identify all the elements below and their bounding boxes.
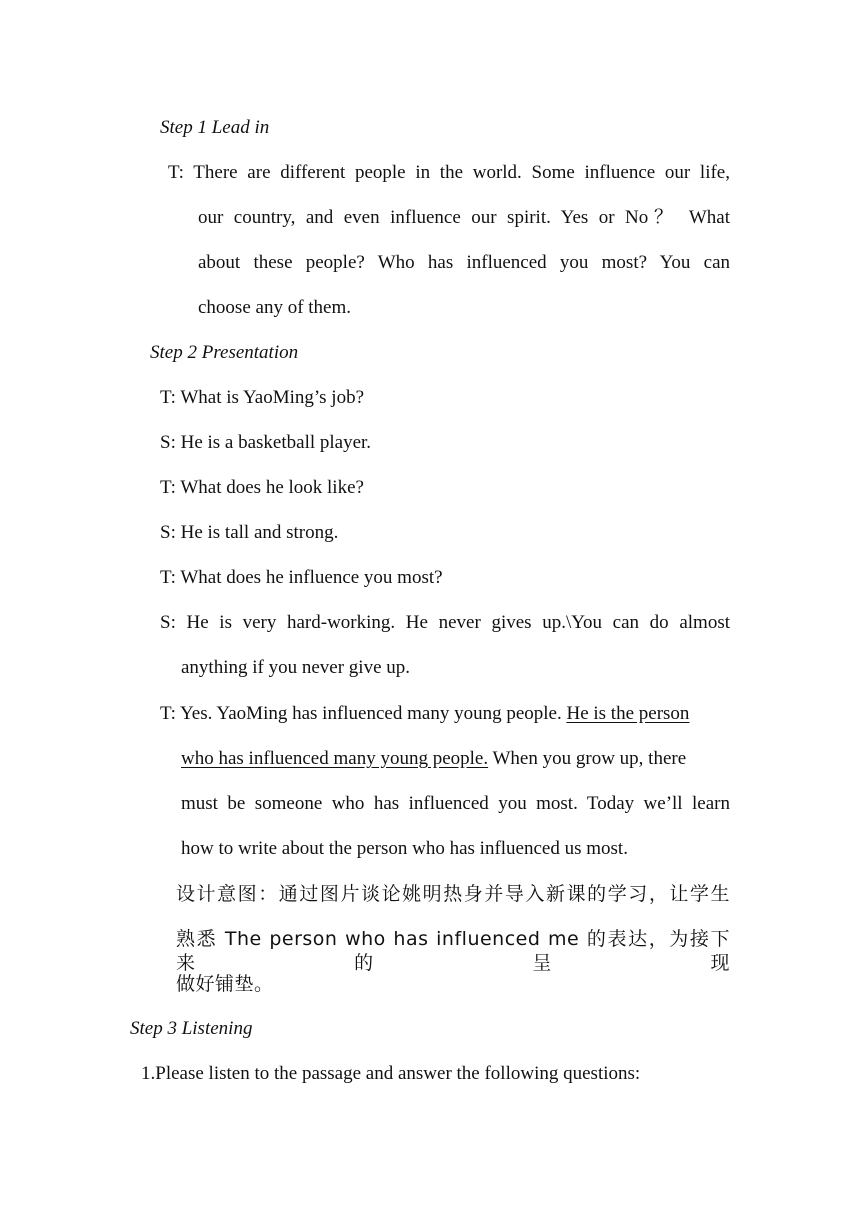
- teacher-yes-line-3: must be someone who has influenced you most. Today we’ll learn: [181, 793, 730, 814]
- teacher-yes-line-2: [181, 747, 686, 771]
- underlined-key-sentence: He is the person: [566, 703, 690, 724]
- step1-heading: Step 1 Lead in: [160, 117, 270, 138]
- step1-line-4: choose any of them.: [198, 297, 352, 318]
- dialogue-line: T: What does he influence you most?: [160, 567, 443, 588]
- step1-line-2: our country, and even influence our spirit. Yes or No？ What: [198, 207, 730, 228]
- design-intent-line-2: 熟悉 The person who has influenced me 的表达，为接下来的呈现: [176, 928, 730, 974]
- step3-item-1: 1.Please listen to the passage and answer the following questions:: [141, 1063, 641, 1084]
- step2-heading: Step 2 Presentation: [150, 342, 299, 363]
- dialogue-line: T: What is YaoMing’s job?: [160, 387, 365, 408]
- underlined-key-sentence: who has influenced many young people.: [181, 748, 489, 769]
- dialogue-line: S: He is tall and strong.: [160, 522, 339, 543]
- step1-line-1: T: There are different people in the world. Some influence our life,: [168, 162, 730, 183]
- teacher-yes-line-1: [160, 702, 689, 726]
- teacher-yes-prefix: T: Yes. YaoMing has influenced many young people.: [160, 703, 567, 724]
- design-intent-line-1: 设计意图：通过图片谈论姚明热身并导入新课的学习，让学生: [176, 883, 730, 905]
- dialogue-line: T: What does he look like?: [160, 477, 364, 498]
- step1-line-3: about these people? Who has influenced you most? You can: [198, 252, 730, 273]
- teacher-yes-rest: When you grow up, there: [488, 748, 687, 769]
- teacher-yes-line-4: how to write about the person who has influenced us most.: [181, 838, 628, 859]
- dialogue-line: anything if you never give up.: [181, 657, 411, 678]
- step3-heading: Step 3 Listening: [130, 1018, 253, 1039]
- design-intent-line-3: 做好铺垫。: [176, 973, 274, 995]
- dialogue-line: S: He is a basketball player.: [160, 432, 372, 453]
- dialogue-line: S: He is very hard-working. He never gives up.\You can do almost: [160, 612, 730, 633]
